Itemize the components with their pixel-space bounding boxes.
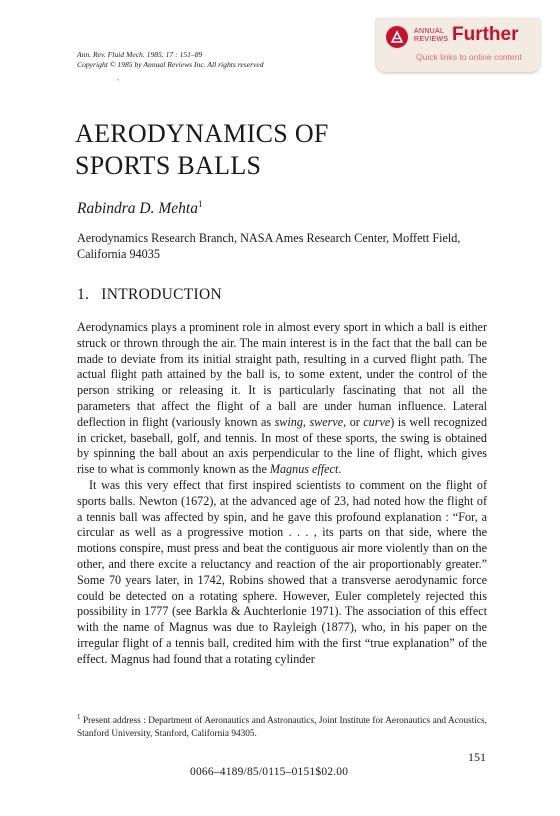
section-number: 1.	[77, 286, 90, 303]
title-line-2: SPORTS BALLS	[75, 151, 262, 180]
footnote-text: Present address : Department of Aeronautics and Astronautics, Joint Institute for Aeronautics and Acoustics, Stanford University, Stanford, California 94305.	[77, 716, 487, 740]
paragraph-2: It was this very effect that first inspired scientists to comment on the flight of sports balls. Newton (1672), at the advanced age of 23, had noted how the flight of a tennis ball was affected by spin, and he gave this profound explanation : “For, a circular as well as a progressive motion . . . , its parts on that side, where the motions conspire, must press and beat the contiguous air more violently than on the other, and there excite a reluctancy and reaction of the air proportionably greater.” Some 70 years later, in 1742, Robins showed that a transverse aerodynamic force could be detected on a rotating sphere. However, Euler completely rejected this possibility in 1777 (see Barkla & Auchterlonie 1971). The association of this effect with the name of Magnus was due to Rayleigh (1877), who, in his paper on the irregular flight of a tennis ball, credited him with the first “true explanation” of the effect. Magnus had found that a rotating cylinder	[77, 477, 487, 666]
author-name: Rabindra D. Mehta	[77, 200, 198, 218]
page-number: 151	[468, 750, 486, 764]
citation-line-1: Ann. Rev. Fluid Mech. 1985. 17 : 151–89	[77, 50, 203, 59]
further-banner[interactable]	[376, 18, 540, 72]
banner-further-link[interactable]: Further	[452, 24, 519, 45]
title-line-1: AERODYNAMICS OF	[75, 119, 329, 148]
banner-annual-label: ANNUAL	[414, 28, 445, 35]
author-footnote-marker: 1	[197, 199, 203, 209]
term-magnus-effect: Magnus effect	[269, 462, 339, 477]
banner-subtitle: Quick links to online content	[416, 52, 522, 62]
author	[77, 199, 202, 218]
journal-citation	[77, 50, 264, 70]
body-text	[77, 320, 487, 668]
banner-reviews-label: REVIEWS	[414, 36, 449, 43]
footnote-marker: 1	[77, 713, 81, 721]
term-swerve: swerve	[309, 414, 344, 429]
section-heading	[77, 286, 222, 304]
article-title	[75, 118, 329, 182]
citation-line-2: Copyright © 1985 by Annual Reviews Inc. All rights reserved	[77, 60, 264, 69]
section-title: INTRODUCTION	[101, 286, 222, 303]
paragraph-1: Aerodynamics plays a prominent role in almost every sport in which a ball is either struck or thrown through the air. The main interest is in the fact that the ball can be made to deviate from its initial straight path, resulting in a curved flight path. The actual flight path attained by the ball is, to some extent, under the control of the person striking or releasing it. It is particularly fascinating that not all the parameters that affect the flight of a ball are under human influence. Lateral deflection in flight (variously known as swing, swerve, or curve) is well recognized in cricket, baseball, golf, and tennis. In most of these sports, the swing is obtained by spinning the ball about an axis perpendicular to the line of flight, which gives rise to what is commonly known as the Magnus effect.	[77, 320, 488, 477]
term-swing: swing	[274, 414, 303, 429]
document-code: 0066–4189/85/0115–0151$02.00	[190, 766, 349, 778]
stray-mark: `	[117, 78, 120, 87]
term-curve: curve	[363, 414, 391, 429]
annual-reviews-logo-icon	[386, 26, 408, 48]
footnote	[77, 711, 487, 741]
affiliation: Aerodynamics Research Branch, NASA Ames Research Center, Moffett Field, California 94035	[77, 231, 461, 261]
